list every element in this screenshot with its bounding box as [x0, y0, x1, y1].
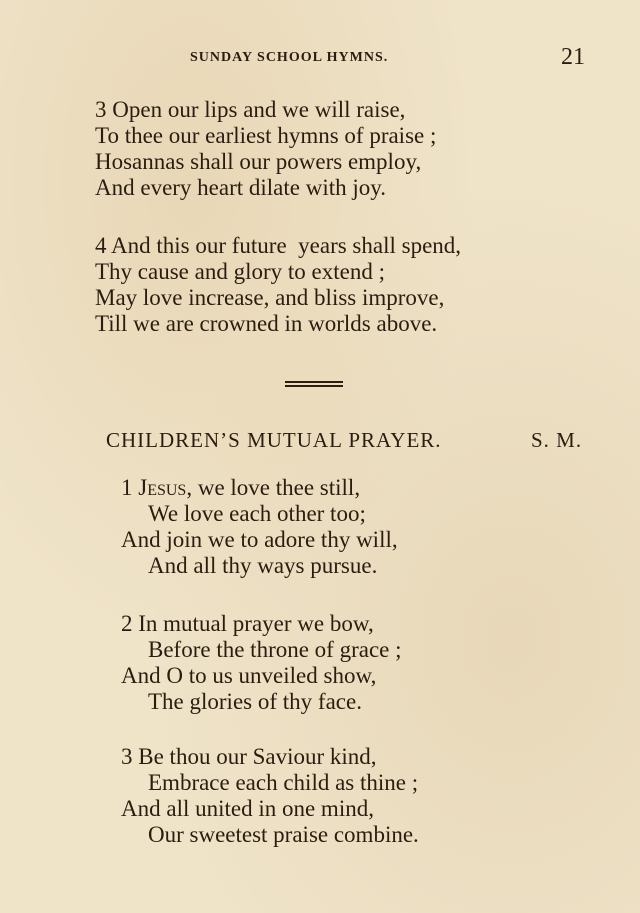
hymn-meter: S. M. [531, 428, 583, 452]
stanza-line: Before the throne of grace ; [148, 637, 402, 662]
stanza-line: To thee our earliest hymns of praise ; [95, 123, 437, 148]
stanza-line: 3 Be thou our Saviour kind, [121, 744, 377, 769]
stanza-line [121, 475, 398, 501]
stanza-line: And all thy ways pursue. [148, 553, 378, 578]
stanza-line: And O to us unveiled show, [121, 663, 377, 688]
stanza-line: Hosannas shall our powers employ, [95, 149, 422, 174]
hymn-title: CHILDREN’S MUTUAL PRAYER. [106, 428, 442, 452]
stanza-line: The glories of thy face. [148, 689, 362, 714]
stanza-line: Our sweetest praise combine. [148, 822, 419, 847]
section-divider [285, 381, 343, 387]
stanza-line: 4 And this our future years shall spend, [95, 233, 462, 258]
stanza-line: 2 In mutual prayer we bow, [121, 611, 374, 636]
first-line-rest: , we love thee still, [186, 475, 361, 500]
prev-hymn-stanza-3 [95, 97, 436, 201]
stanza-line: 3 Open our lips and we will raise, [95, 97, 406, 122]
stanza-line: And all united in one mind, [121, 796, 374, 821]
stanza-line: Till we are crowned in worlds above. [95, 311, 438, 336]
stanza-line: Thy cause and glory to extend ; [95, 259, 385, 284]
page-number: 21 [561, 44, 585, 70]
running-head: SUNDAY SCHOOL HYMNS. [190, 50, 389, 65]
prev-hymn-stanza-4 [95, 233, 461, 337]
hymn-stanza-3 [121, 744, 419, 848]
hymn-stanza-2 [121, 611, 402, 715]
stanza-line: May love increase, and bliss improve, [95, 285, 445, 310]
stanza-number: 1 [121, 475, 133, 500]
stanza-line: And every heart dilate with joy. [95, 175, 387, 200]
first-word: Jesus [138, 475, 187, 500]
stanza-line: Embrace each child as thine ; [148, 770, 419, 795]
stanza-line: And join we to adore thy will, [121, 527, 398, 552]
hymn-stanza-1 [121, 475, 398, 579]
stanza-line: We love each other too; [148, 501, 366, 526]
